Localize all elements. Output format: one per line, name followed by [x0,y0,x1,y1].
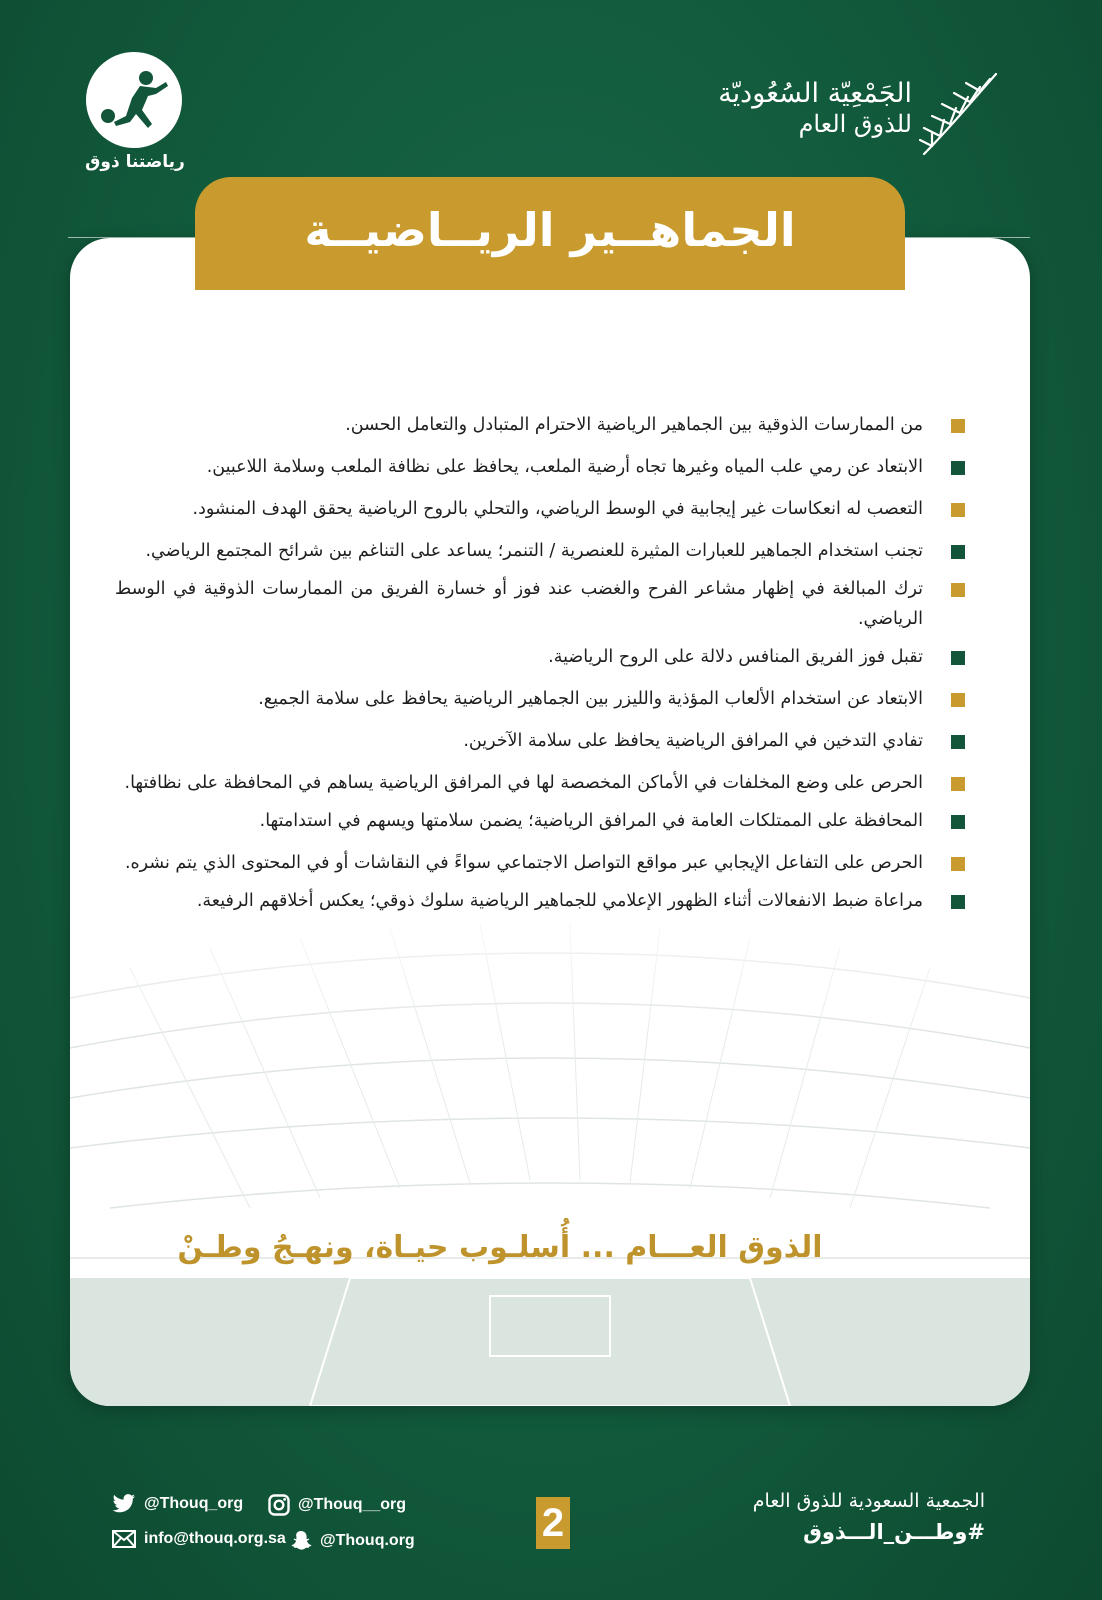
twitter-contact[interactable] [112,1494,243,1514]
org-logo-line1: الجَمْعِيّة السُعُوديّة [718,78,912,109]
instagram-contact[interactable] [268,1494,406,1516]
list-item: الابتعاد عن استخدام الألعاب المؤذية والليزر بين الجماهير الرياضية يحافظ على سلامة الجميع. [115,684,965,714]
list-item: ترك المبالغة في إظهار مشاعر الفرح والغضب عند فوز أو خسارة الفريق من الممارسات الذوقية في الوسط الرياضي. [115,574,965,634]
list-item: المحافظة على الممتلكات العامة في المرافق الرياضية؛ يضمن سلامتها ويسهم في استدامتها. [115,806,965,836]
org-logo-line2: للذوق العام [798,110,912,138]
guidelines-list [115,410,965,916]
square-bullet-icon [951,583,965,597]
instagram-icon [268,1494,290,1516]
square-bullet-icon [951,651,965,665]
mail-icon [112,1530,136,1548]
email-address: info@thouq.org.sa [144,1530,286,1547]
footer-org [753,1490,985,1544]
list-item: من الممارسات الذوقية بين الجماهير الرياضية الاحترام المتبادل والتعامل الحسن. [115,410,965,440]
list-item: مراعاة ضبط الانفعالات أثناء الظهور الإعلامي للجماهير الرياضية سلوك ذوقي؛ يعكس أخلاقهم الرفيعة. [115,886,965,916]
square-bullet-icon [951,693,965,707]
square-bullet-icon [951,777,965,791]
square-bullet-icon [951,419,965,433]
twitter-handle: @Thouq_org [144,1495,244,1512]
snapchat-contact[interactable] [290,1530,415,1552]
footer-hashtag[interactable]: #وطـــن_الـــذوق [803,1520,985,1544]
page-title: الجماهــير الريــاضيــة [304,202,796,257]
instagram-handle: @Thouq__org [298,1496,407,1513]
square-bullet-icon [951,857,965,871]
snapchat-handle: @Thouq.org [320,1532,415,1549]
footer-org-name: الجمعية السعودية للذوق العام [752,1490,985,1512]
square-bullet-icon [951,735,965,749]
email-contact[interactable] [112,1530,286,1548]
football-player-icon [86,52,182,148]
list-item: الحرص على التفاعل الإيجابي عبر مواقع التواصل الاجتماعي سواءً في النقاشات أو في المحتوى الذي يتم نشره. [115,848,965,878]
twitter-icon [112,1494,136,1514]
square-bullet-icon [951,461,965,475]
list-item: تفادي التدخين في المرافق الرياضية يحافظ على سلامة الآخرين. [115,726,965,756]
sport-logo-badge [86,52,182,148]
slogan: الذوق العـــام ... أُسلـوب حيـاة، ونهـجُ وطـنْ [177,1230,823,1265]
list-item: تقبل فوز الفريق المنافس دلالة على الروح الرياضية. [115,642,965,672]
palm-leaf-icon [918,70,1002,160]
sport-logo [80,52,190,182]
page-number: 2 [536,1497,570,1549]
org-logo [718,70,1002,170]
title-banner [195,177,905,290]
snapchat-icon [290,1530,312,1552]
list-item: تجنب استخدام الجماهير للعبارات المثيرة للعنصرية / التنمر؛ يساعد على التناغم بين شرائح المجتمع الرياضي. [115,536,965,566]
square-bullet-icon [951,895,965,909]
list-item: الابتعاد عن رمي علب المياه وغيرها تجاه أرضية الملعب، يحافظ على نظافة الملعب وسلامة اللاعبين. [115,452,965,482]
stadium-background-illustration [70,848,1030,1406]
list-item: التعصب له انعكاسات غير إيجابية في الوسط الرياضي، والتحلي بالروح الرياضية يحقق الهدف المنشود. [115,494,965,524]
square-bullet-icon [951,815,965,829]
sport-logo-label: رياضتنا ذوق [85,152,185,172]
square-bullet-icon [951,545,965,559]
square-bullet-icon [951,503,965,517]
list-item: الحرص على وضع المخلفات في الأماكن المخصصة لها في المرافق الرياضية يساهم في المحافظة على نظافتها. [115,768,965,798]
